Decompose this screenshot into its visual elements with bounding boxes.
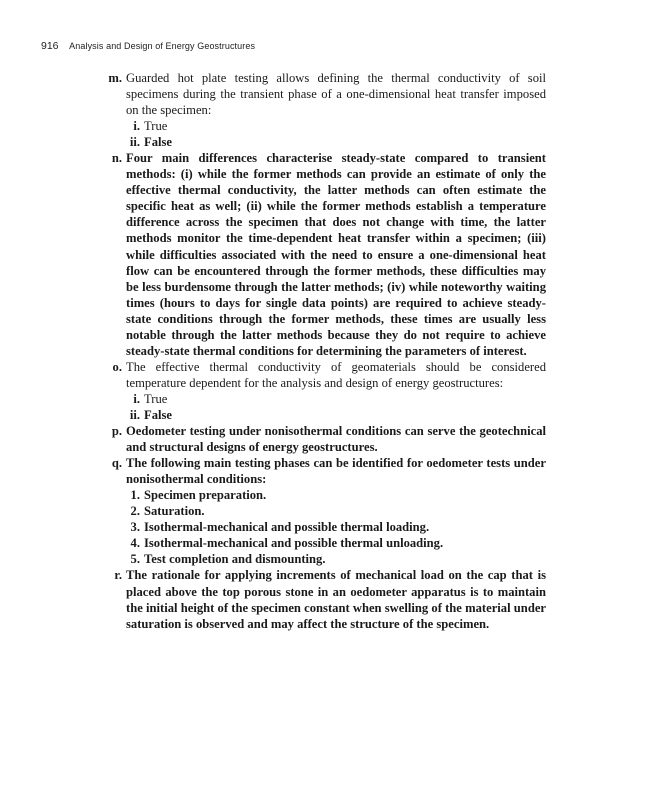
answer-option bbox=[126, 391, 546, 407]
question-text: Guarded hot plate testing allows defining the thermal conductivity of soil specimens during the transient phase of a one-dimensional heat transfer imposed on the specimen: bbox=[126, 71, 546, 118]
question-marker: p. bbox=[111, 424, 122, 439]
phase-marker: 1. bbox=[130, 488, 140, 503]
question-q bbox=[100, 455, 546, 567]
option-text: False bbox=[144, 135, 172, 150]
question-marker: o. bbox=[112, 359, 122, 374]
option-marker: ii. bbox=[129, 135, 140, 150]
running-title: Analysis and Design of Energy Geostructures bbox=[69, 41, 256, 51]
question-m bbox=[100, 70, 546, 150]
answer-options bbox=[126, 118, 546, 150]
phase-text: Test completion and dismounting. bbox=[144, 552, 326, 567]
question-text: The following main testing phases can be identified for oedometer tests under nonisothermal conditions: bbox=[126, 456, 546, 487]
question-marker: r. bbox=[114, 568, 122, 583]
question-text: Oedometer testing under nonisothermal conditions can serve the geotechnical and structural designs of energy geostructures. bbox=[126, 424, 546, 455]
option-marker: ii. bbox=[129, 407, 140, 422]
question-marker: q. bbox=[111, 456, 122, 471]
answer-option bbox=[126, 134, 546, 150]
phase-text: Saturation. bbox=[144, 504, 205, 519]
option-marker: i. bbox=[133, 119, 140, 134]
option-text: True bbox=[144, 119, 168, 134]
phase-marker: 3. bbox=[130, 520, 140, 535]
phase-item bbox=[126, 503, 546, 519]
option-marker: i. bbox=[133, 391, 140, 406]
option-text: False bbox=[144, 407, 172, 422]
phase-text: Isothermal-mechanical and possible thermal unloading. bbox=[144, 536, 444, 551]
answer-options bbox=[126, 391, 546, 423]
running-header bbox=[41, 40, 255, 52]
question-text: The rationale for applying increments of mechanical load on the cap that is placed above the top porous stone in an oedometer apparatus is to maintain the initial height of the specimen constant when swelling of the material under saturation is observed and may affect the structure of the specimen. bbox=[126, 568, 546, 631]
question-p bbox=[100, 423, 546, 455]
question-marker: m. bbox=[108, 71, 122, 85]
question-r bbox=[100, 567, 546, 631]
question-n bbox=[100, 150, 546, 359]
phase-text: Specimen preparation. bbox=[144, 488, 267, 503]
question-text: Four main differences characterise steady-state compared to transient methods: (i) while the former methods can provide an estimate of only the effective thermal conductivity, the latter methods can often estimate the specific heat as well; (ii) while the former methods establish a temperature difference across the specimen that does not change with time, the latter methods monitor the time-dependent heat transfer within a specimen; (iii) while difficulties associated with the need to ensure a one-dimensional heat flow can be encountered through the former methods, these difficulties may be less burdensome through the latter methods; (iv) while noteworthy waiting times (hours to days for single data points) are required to achieve steady-state conditions through the former methods, these times are usually less notable through the latter methods because they do not require to achieve steady-state thermal conditions for determining the parameters of interest. bbox=[126, 151, 546, 358]
phase-item bbox=[126, 519, 546, 535]
phase-marker: 4. bbox=[130, 536, 140, 551]
phase-marker: 5. bbox=[130, 552, 140, 567]
phase-item bbox=[126, 551, 546, 567]
phase-item bbox=[126, 487, 546, 503]
phase-item bbox=[126, 535, 546, 551]
question-list bbox=[100, 70, 546, 632]
option-text: True bbox=[144, 391, 168, 406]
question-o bbox=[100, 359, 546, 423]
page-number: 916 bbox=[41, 40, 59, 52]
answer-option bbox=[126, 407, 546, 423]
question-text: The effective thermal conductivity of geomaterials should be considered temperature dependent for the analysis and design of energy geostructures: bbox=[126, 359, 546, 390]
question-marker: n. bbox=[111, 151, 122, 166]
answer-option bbox=[126, 118, 546, 134]
phase-text: Isothermal-mechanical and possible thermal loading. bbox=[144, 520, 430, 535]
testing-phases-list bbox=[126, 487, 546, 567]
phase-marker: 2. bbox=[130, 504, 140, 519]
